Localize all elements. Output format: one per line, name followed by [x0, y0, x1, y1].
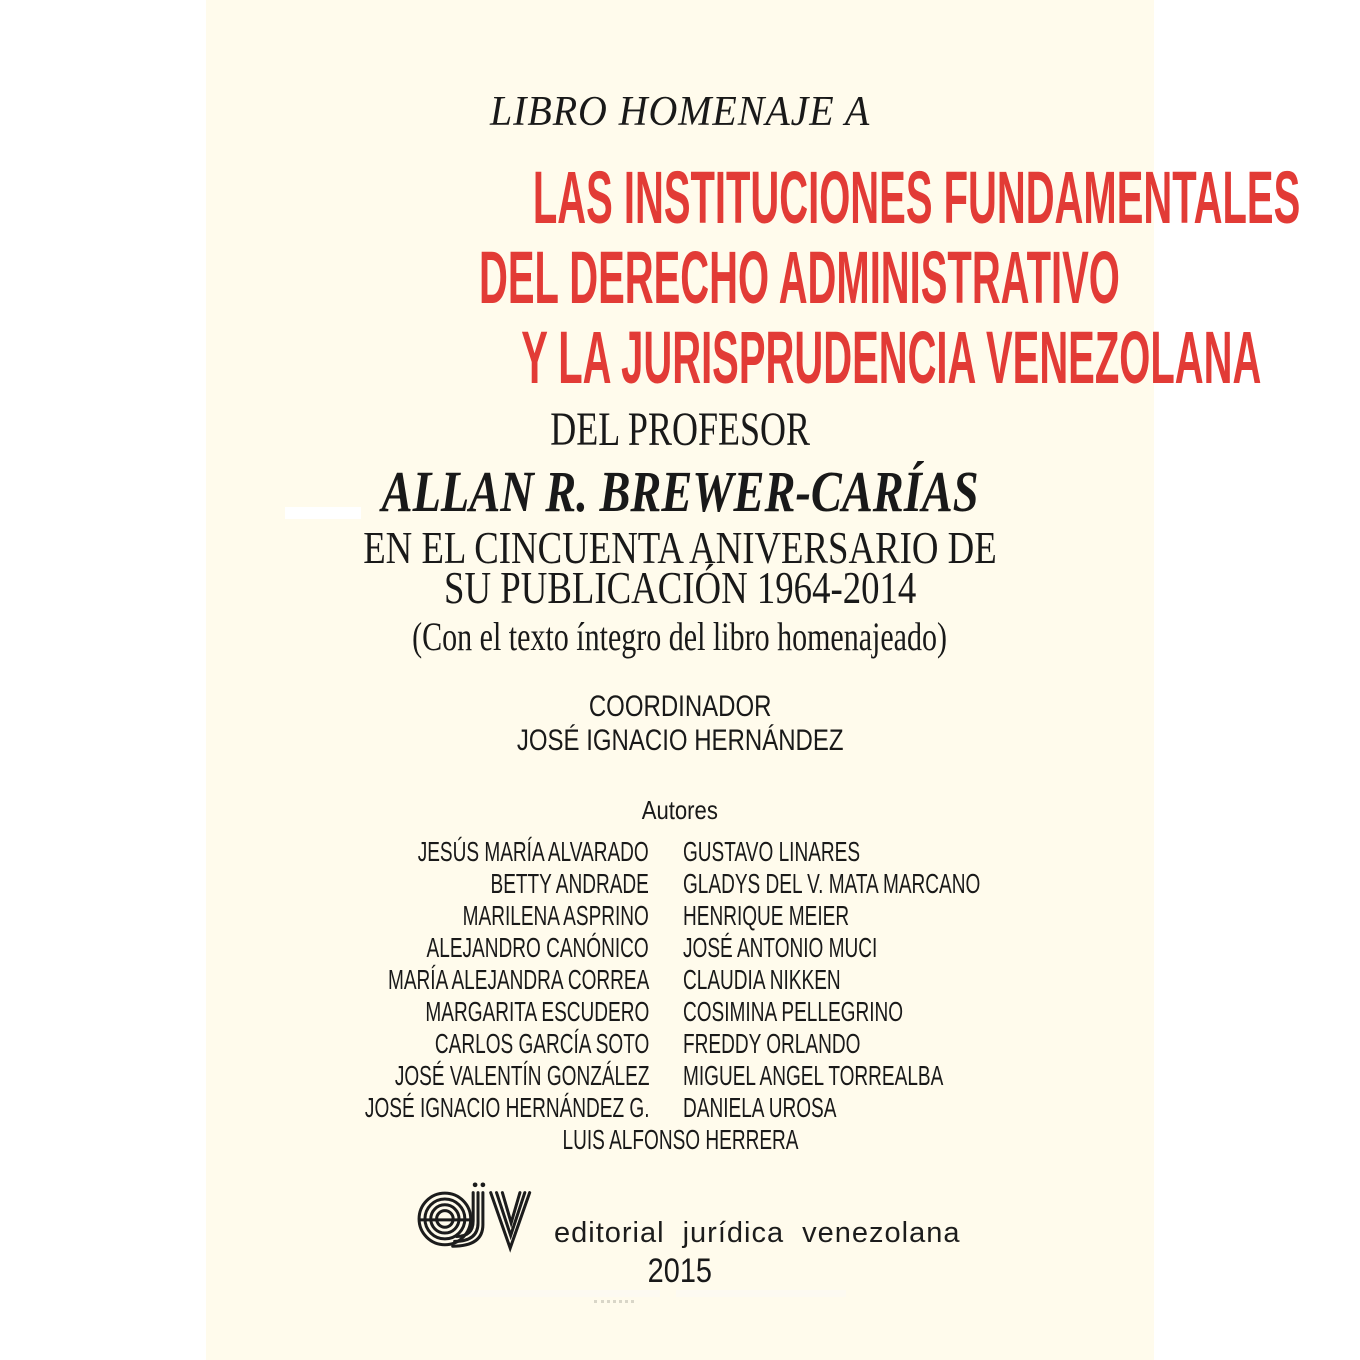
- author-name: JOSÉ ANTONIO MUCI: [683, 932, 878, 963]
- erased-text-artifact: [676, 1290, 846, 1297]
- author-name: MIGUEL ANGEL TORREALBA: [683, 1060, 944, 1091]
- author-name: GLADYS DEL V. MATA MARCANO: [683, 868, 981, 899]
- author-name: HENRIQUE MEIER: [683, 900, 850, 931]
- honoree-name-text: ALLAN R. BREWER-CARÍAS: [381, 459, 979, 524]
- coordinator-name-text: JOSÉ IGNACIO HERNÁNDEZ: [516, 724, 844, 757]
- authors-list: [206, 836, 1154, 1124]
- dedication-line: [206, 402, 1154, 457]
- author-name: JOSÉ IGNACIO HERNÁNDEZ G.: [364, 1092, 649, 1123]
- author-name: MARÍA ALEJANDRA CORREA: [387, 964, 649, 995]
- publisher-block: [416, 1178, 961, 1254]
- main-title-line-3-text: Y LA JURISPRUDENCIA VENEZOLANA: [521, 316, 1262, 399]
- coordinator-label-text: COORDINADOR: [588, 690, 772, 723]
- anniversary-subtitle: [206, 522, 1154, 613]
- series-title: [206, 88, 1154, 136]
- anniversary-line-2: [206, 562, 1154, 613]
- author-name: BETTY ANDRADE: [490, 868, 649, 899]
- dedication-text: DEL PROFESOR: [550, 403, 810, 456]
- author-name: CLAUDIA NIKKEN: [683, 964, 841, 995]
- edition-note: [206, 614, 1154, 660]
- book-cover: [206, 0, 1301, 1360]
- main-title-line-2: [206, 238, 1154, 318]
- erased-text-artifact: [594, 1300, 634, 1307]
- authors-section-label-text: Autores: [641, 795, 719, 825]
- erased-text-artifact: [460, 1290, 660, 1297]
- author-name: JOSÉ VALENTÍN GONZÁLEZ: [394, 1060, 649, 1091]
- main-title-line-3: [206, 316, 1262, 399]
- ejv-logo: [416, 1178, 542, 1254]
- series-title-text: LIBRO HOMENAJE A: [489, 89, 871, 135]
- author-name-centered-text: LUIS ALFONSO HERRERA: [562, 1124, 798, 1155]
- main-title-line-2-text: DEL DERECHO ADMINISTRATIVO: [478, 236, 1120, 319]
- edition-note-text: (Con el texto íntegro del libro homenajeado): [412, 614, 948, 659]
- author-name: DANIELA UROSA: [683, 1092, 837, 1123]
- authors-section-label: [206, 795, 1154, 826]
- main-title-line-1-text: LAS INSTITUCIONES FUNDAMENTALES: [532, 156, 1301, 239]
- author-name: MARILENA ASPRINO: [462, 900, 649, 931]
- author-name: MARGARITA ESCUDERO: [425, 996, 649, 1027]
- coordinator-name: [206, 724, 1154, 758]
- author-name: CARLOS GARCÍA SOTO: [434, 1028, 649, 1059]
- publication-year-text: 2015: [647, 1252, 713, 1290]
- coordinator-label: [206, 690, 1154, 724]
- author-name: FREDDY ORLANDO: [683, 1028, 861, 1059]
- anniversary-line-2-text: SU PUBLICACIÓN 1964-2014: [443, 562, 917, 613]
- publication-year: [206, 1252, 1154, 1291]
- author-name: COSIMINA PELLEGRINO: [683, 996, 904, 1027]
- main-title: [206, 156, 1301, 399]
- author-name: JESÚS MARÍA ALVARADO: [417, 836, 649, 867]
- author-name: GUSTAVO LINARES: [683, 836, 861, 867]
- anniversary-line-1-text: EN EL CINCUENTA ANIVERSARIO DE: [363, 522, 997, 573]
- author-name-centered: [206, 1124, 1154, 1156]
- publisher-name: editorial jurídica venezolana: [554, 1217, 961, 1249]
- main-title-line-1: [206, 156, 1301, 239]
- author-name: ALEJANDRO CANÓNICO: [426, 932, 649, 963]
- scan-white-artifact: [285, 507, 361, 519]
